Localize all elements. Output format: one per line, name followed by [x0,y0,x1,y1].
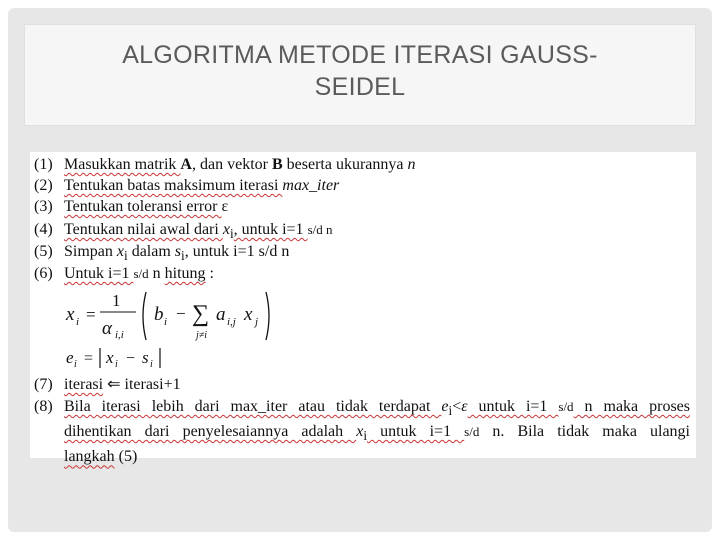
sigma-icon: ∑ [192,301,210,327]
step-8-line-3: langkah (5) [64,448,138,466]
title-line-2: SEIDEL [314,73,406,101]
gauss-seidel-formula [60,286,290,344]
step-8 [34,396,690,467]
formula-e-sub: i [74,359,77,370]
step-number: (7) [34,376,53,393]
formula-alpha: α [102,318,112,339]
step-text: Tentukan batas maksimum iterasi max_iter [64,177,340,194]
step-text: Masukkan matrik A, dan vektor B beserta ukurannya n [64,156,416,173]
formula2-x: x [106,348,114,367]
formula-b-sub: i [164,316,168,328]
formula-b: b [154,304,164,325]
formula-a-sub: i,j [227,316,236,328]
step-number: (1) [34,156,53,173]
right-paren [266,292,269,340]
formula-e: e [66,348,74,367]
formula2-s: s [142,348,149,367]
step-text: Tentukan nilai awal dari $x_i$, untuk i=1 s/d n [64,221,333,242]
step-number: (6) [34,265,53,282]
slide-title [25,39,695,103]
formula-a: a [216,304,226,325]
formula-xj: x [244,304,253,325]
step-1 [34,154,415,175]
formula-x: x [66,304,75,325]
title-line-1: ALGORITMA METODE ITERASI GAUSS- [122,41,598,69]
formula2-s-sub: i [150,359,153,370]
step-2 [34,175,339,196]
step-text: iterasi ⇐ iterasi+1 [64,376,181,393]
step-number: (8) [34,398,53,415]
step-8-line-2: dihentikan dari penyelesaiannya adalah $x_i$ untuk i=1 s/d n. Bila tidak maka ulangi [64,423,691,444]
step-number: (2) [34,177,53,194]
step-number: (5) [34,243,53,260]
error-formula [60,345,200,371]
step-7 [34,374,181,395]
formula-equals: = [86,305,96,324]
formula-numerator: 1 [112,291,121,310]
formula2-x-sub: i [115,359,118,370]
step-text: Untuk i=1 s/d n hitung : [64,265,214,282]
left-paren [143,292,146,340]
step-text: Simpan $x_i$ dalam $s_i$, untuk i=1 s/d n [64,243,290,264]
formula-xj-sub: j [255,316,259,328]
step-8-line-1: Bila iterasi lebih dari max_iter atau tidak terdapat $e_i<\varepsilon$ untuk i=1 s/d n maka proses [64,398,690,419]
formula2-minus: − [126,350,136,367]
formula2-equals: = [84,350,94,367]
formula-minus: − [176,304,186,323]
step-text [64,396,690,467]
formula-sigma-sub: j≠i [196,330,208,341]
formula-alpha-sub: i,i [115,329,124,341]
step-number: (3) [34,198,53,215]
step-text: Tentukan toleransi error ε [64,198,229,215]
algorithm-image [30,152,696,466]
formula-x-sub: i [76,316,80,328]
step-6 [34,263,214,284]
step-number: (4) [34,221,53,238]
step-3 [34,196,228,217]
title-box [24,24,696,126]
